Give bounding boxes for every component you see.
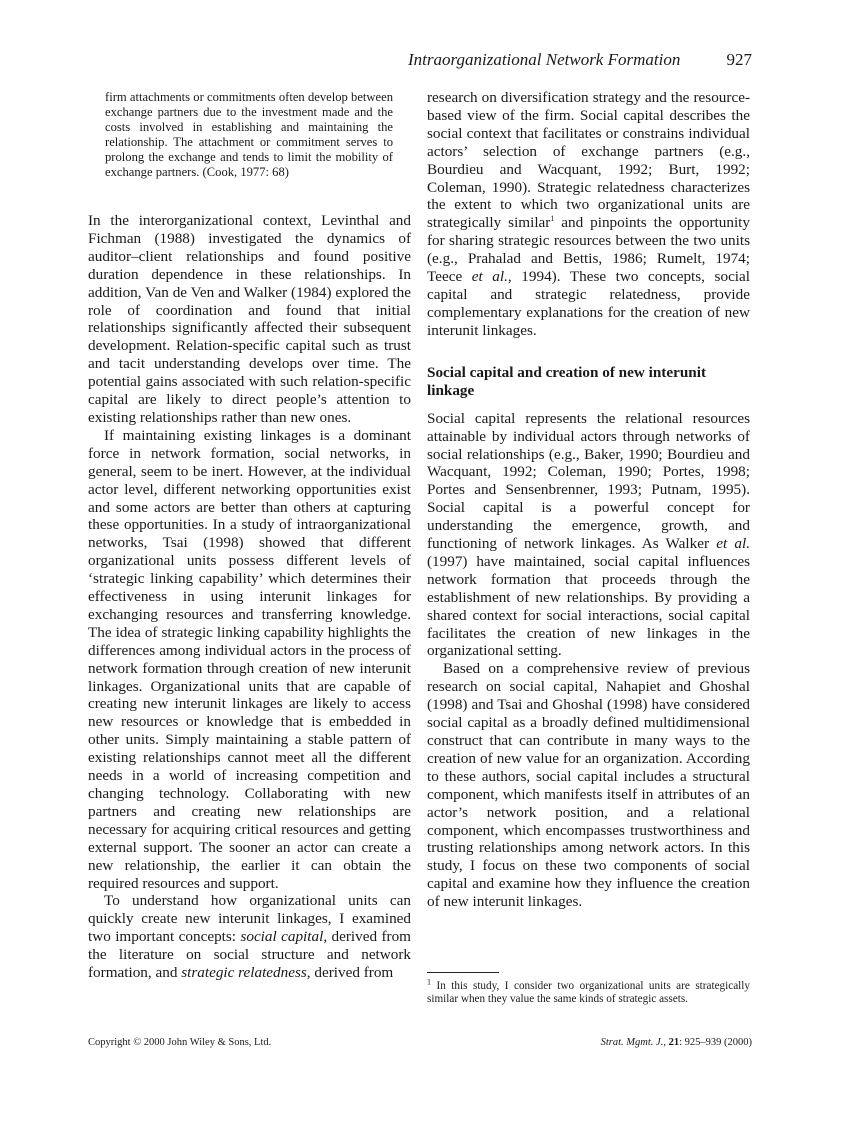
- text-run: ,: [663, 1037, 669, 1048]
- emphasis: et al.: [716, 535, 750, 553]
- paragraph: [88, 892, 411, 982]
- text-run: , 1994). These two concepts, social capital and strategic relatedness, provide complementary explanations for the creation of new interunit linkages.: [427, 268, 750, 339]
- text-run: research on diversification strategy and the resource-based view of the firm. Social capital describes the social context that facilitates or constrains individual actors’ selection of exchange partners (e.g., Bourdieu and Wacquant, 1992; Burt, 1992; Coleman, 1990). Strategic relatedness characterizes the extent to which two organizational units are strategically similar: [427, 89, 750, 232]
- page-number: 927: [726, 50, 752, 69]
- footnote-divider: [427, 972, 499, 973]
- footnote-text: In this study, I consider two organizational units are strategically similar when they value the same kinds of strategic assets.: [427, 980, 750, 1006]
- text-run: and pinpoints the opportunity for sharing strategic resources between the two units (e.g., Prahalad and Bettis, 1986; Rumelt, 1974; Teece: [427, 214, 750, 286]
- volume-number: 21: [668, 1037, 680, 1048]
- right-column: [427, 89, 750, 911]
- paragraph: If maintaining existing linkages is a dominant force in network formation, social networks, in general, seem to be inert. However, at the individual actor level, different networking opportunities exist and some actors are better than others at capturing these opportunities. In a study of intraorganizational networks, Tsai (1998) showed that different organizational units possess different levels of ‘strategic linking capability’ which determines their effectiveness in using interunit linkages for exchanging resources and transferring knowledge. The idea of strategic linking capability highlights the differences among individual actors in the process of network formation through creation of new interunit linkages. Organizational units that are capable of creating new interunit linkages are likely to access new resources or knowledge that is embedded in other units. Simply maintaining a stable pattern of existing relationships cannot meet all the different needs in a world of increasing competition and changing technology. Collaborating with new partners and creating new relationships are necessary for acquiring critical resources and getting external support. The sooner an actor can create a new relationship, the earlier it can obtain the required resources and support.: [88, 426, 411, 892]
- block-quote: firm attachments or commitments often develop between exchange partners due to the investment made and the costs involved in establishing and maintaining the relationship. The attachment or commitment serves to prolong the exchange and tends to limit the mobility of exchange partners. (Cook, 1977: 68): [105, 90, 393, 179]
- paragraph: In the interorganizational context, Levinthal and Fichman (1988) investigated the dynamics of auditor–client relationships and found positive duration dependence in these relationships. In addition, Van de Ven and Walker (1984) explored the role of coordination and found that initial relationships significantly affected their subsequent development. Relation-specific capital such as trust and tacit understanding develops over time. The potential gains associated with such relation-specific capital are likely to direct people’s attention to existing relationships rather than new ones.: [88, 212, 411, 426]
- running-header: [408, 50, 754, 72]
- paragraph: [427, 410, 750, 661]
- footnote-marker: 1: [427, 977, 431, 987]
- paragraph: Based on a comprehensive review of previous research on social capital, Nahapiet and Ghoshal (1998) and Tsai and Ghoshal (1998) have considered social capital as a broadly defined multidimensional construct that can contribute in many ways to the creation of new value for an organization. According to these authors, social capital includes a structural component, which manifests itself in attributes of an actor’s network position, and a relational component, which encompasses trustworthiness and trusting relationships among network actors. In this study, I focus on these two components of social capital and examine how they influence the creation of new interunit linkages.: [427, 660, 750, 911]
- journal-citation: [601, 1037, 752, 1048]
- text-run: , derived from the literature on social structure and network formation, and: [88, 928, 411, 982]
- footnote-ref: 1: [550, 214, 555, 224]
- text-run: , derived from: [306, 964, 394, 982]
- text-run: Social capital represents the relational resources attainable by individual actors through networks of social relationships (e.g., Baker, 1990; Bourdieu and Wacquant, 1992; Coleman, 1990; Portes, 1998; Portes and Sensenbrenner, 1993; Putnam, 1995). Social capital is a powerful concept for understanding the emergence, growth, and functioning of network linkages. As Walker: [427, 409, 750, 553]
- journal-abbrev: Strat. Mgmt. J.: [600, 1037, 664, 1048]
- section-heading: Social capital and creation of new interunit linkage: [427, 363, 706, 399]
- emphasis: et al.: [471, 268, 508, 286]
- text-run: (1997) have maintained, social capital influences network formation that proceeds through the establishment of new relationships. By providing a shared context for social interactions, social capital facilitates the creation of new linkages in the organizational setting.: [427, 552, 750, 660]
- paragraph: [427, 89, 750, 340]
- emphasis: social capital: [240, 928, 324, 946]
- text-run: To understand how organizational units can quickly create new interunit linkages, I examined two important concepts:: [88, 892, 411, 946]
- emphasis: strategic relatedness: [181, 964, 307, 982]
- running-title: Intraorganizational Network Formation: [408, 50, 681, 69]
- footnote: [427, 977, 750, 1007]
- left-column: [88, 212, 411, 982]
- page-range: : 925–939 (2000): [679, 1037, 752, 1048]
- copyright-notice: Copyright © 2000 John Wiley & Sons, Ltd.: [88, 1037, 272, 1048]
